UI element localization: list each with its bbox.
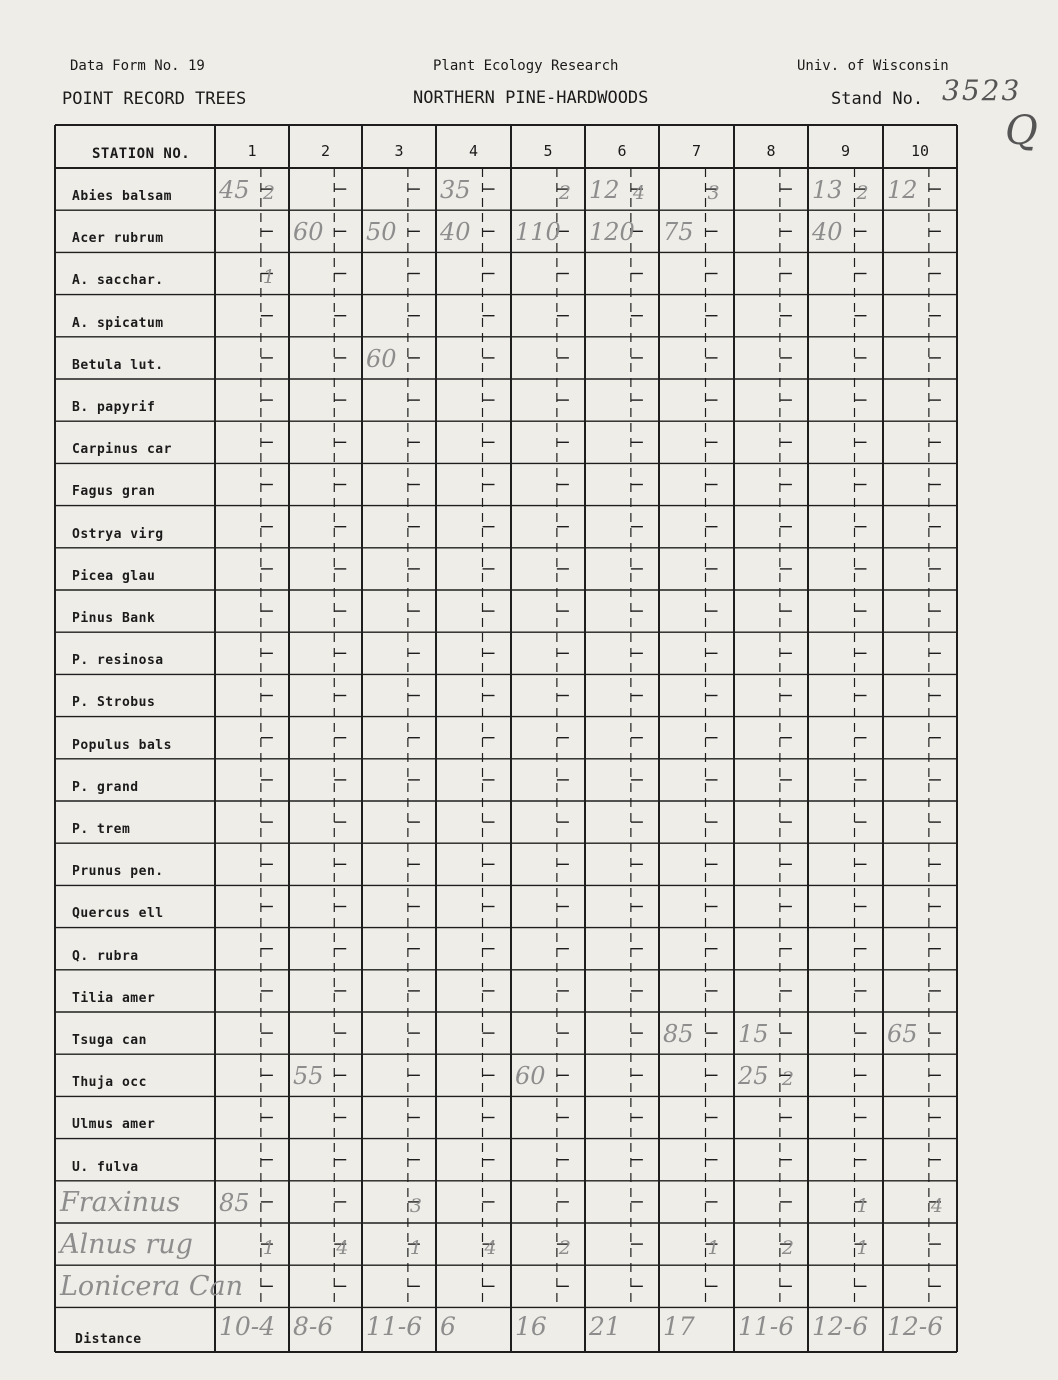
species-label: Tsuga can bbox=[72, 1033, 147, 1048]
handwritten-entry: 120 bbox=[589, 218, 635, 247]
species-label: Picea glau bbox=[72, 568, 156, 584]
handwritten-entry: 13 bbox=[812, 176, 843, 204]
species-label: Prunus pen. bbox=[72, 864, 164, 880]
species-label: Q. rubra bbox=[72, 948, 139, 964]
station-number: 3 bbox=[394, 142, 404, 160]
distance-value: 17 bbox=[663, 1312, 695, 1341]
form-number: Data Form No. 19 bbox=[70, 58, 205, 74]
handwritten-entry: 1 bbox=[262, 1237, 275, 1259]
handwritten-entry: 12 bbox=[887, 176, 918, 204]
handwritten-entry: 2 bbox=[856, 182, 869, 204]
station-number: 10 bbox=[910, 142, 930, 160]
handwritten-entry: 4 bbox=[632, 182, 645, 204]
station-number: 7 bbox=[691, 142, 702, 160]
distance-label: Distance bbox=[75, 1332, 142, 1347]
stand-label: Stand No. bbox=[831, 89, 924, 109]
handwritten-entry: 2 bbox=[262, 182, 275, 204]
species-label: Fagus gran bbox=[72, 484, 156, 500]
station-number: 6 bbox=[617, 142, 627, 160]
species-label: Carpinus car bbox=[72, 442, 172, 458]
handwritten-entry: 4 bbox=[336, 1237, 349, 1259]
handwritten-entry: 2 bbox=[558, 1237, 571, 1259]
handwritten-entry: 2 bbox=[558, 182, 571, 204]
handwritten-entry: 3 bbox=[707, 182, 720, 204]
handwritten-entry: 2 bbox=[781, 1237, 794, 1259]
station-number: 9 bbox=[840, 142, 851, 160]
species-label-handwritten: Fraxinus bbox=[60, 1186, 181, 1218]
handwritten-entry: 1 bbox=[409, 1237, 422, 1259]
handwritten-entry: 60 bbox=[293, 218, 324, 247]
species-label: Acer rubrum bbox=[72, 231, 164, 247]
species-label: P. grand bbox=[72, 779, 139, 795]
department: Plant Ecology Research bbox=[433, 58, 619, 74]
species-label: A. spicatum bbox=[72, 315, 164, 331]
species-label: A. sacchar. bbox=[72, 273, 164, 289]
handwritten-entry: 3 bbox=[409, 1194, 422, 1217]
species-label: Populus bals bbox=[72, 737, 172, 753]
handwritten-entry: 12 bbox=[589, 176, 620, 204]
handwritten-entry: 60 bbox=[515, 1062, 546, 1091]
station-number: 1 bbox=[247, 142, 257, 160]
handwritten-entry: 1 bbox=[707, 1237, 720, 1259]
handwritten-entry: 75 bbox=[663, 218, 694, 247]
handwritten-entry: 35 bbox=[440, 176, 471, 204]
handwritten-entry: 110 bbox=[515, 218, 561, 247]
distance-value: 10-4 bbox=[219, 1312, 276, 1341]
stand-number: 3523 bbox=[942, 74, 1022, 107]
species-label: B. papyrif bbox=[72, 400, 156, 415]
community-title: NORTHERN PINE-HARDWOODS bbox=[413, 88, 649, 108]
handwritten-entry: 1 bbox=[262, 266, 275, 289]
species-label: P. Strobus bbox=[72, 695, 156, 711]
distance-value: 11-6 bbox=[738, 1312, 795, 1341]
handwritten-entry: 1 bbox=[856, 1237, 869, 1259]
station-header: STATION NO. bbox=[92, 146, 191, 162]
species-label: P. resinosa bbox=[72, 653, 164, 669]
handwritten-entry: 85 bbox=[663, 1020, 694, 1048]
distance-value: 12-6 bbox=[887, 1312, 944, 1341]
species-label: Thuja occ bbox=[72, 1075, 147, 1091]
handwritten-entry: 40 bbox=[440, 218, 471, 247]
handwritten-entry: 1 bbox=[856, 1194, 869, 1217]
form-title: POINT RECORD TREES bbox=[62, 89, 247, 109]
species-label: Abies balsam bbox=[72, 189, 172, 204]
handwritten-entry: 85 bbox=[219, 1188, 250, 1217]
species-label: Ulmus amer bbox=[72, 1117, 156, 1133]
species-label: Tilia amer bbox=[72, 990, 156, 1006]
handwritten-entry: 25 bbox=[738, 1062, 769, 1091]
station-number: 5 bbox=[543, 142, 553, 160]
handwritten-entry: 50 bbox=[366, 218, 397, 247]
species-label: P. trem bbox=[72, 822, 131, 837]
stand-mark: Q bbox=[1005, 108, 1038, 154]
handwritten-entry: 2 bbox=[781, 1068, 794, 1091]
handwritten-entry: 45 bbox=[219, 176, 250, 204]
species-label: U. fulva bbox=[72, 1159, 139, 1175]
station-number: 8 bbox=[766, 142, 776, 160]
handwritten-entry: 15 bbox=[738, 1020, 769, 1048]
handwritten-entry: 55 bbox=[293, 1062, 324, 1091]
distance-value: 12-6 bbox=[812, 1312, 869, 1341]
species-label: Quercus ell bbox=[72, 906, 164, 922]
handwritten-entry: 4 bbox=[484, 1237, 497, 1259]
species-label: Ostrya virg bbox=[72, 526, 164, 542]
species-label: Pinus Bank bbox=[72, 611, 156, 626]
distance-value: 16 bbox=[515, 1312, 547, 1341]
distance-value: 11-6 bbox=[366, 1312, 423, 1341]
university: Univ. of Wisconsin bbox=[797, 58, 949, 74]
station-number: 2 bbox=[320, 142, 331, 160]
handwritten-entry: 4 bbox=[930, 1194, 943, 1217]
handwritten-entry: 65 bbox=[887, 1020, 918, 1048]
species-label-handwritten: Alnus rug bbox=[60, 1229, 193, 1260]
distance-value: 6 bbox=[440, 1312, 456, 1341]
handwritten-entry: 40 bbox=[812, 218, 843, 247]
distance-value: 21 bbox=[589, 1312, 621, 1341]
species-label-handwritten: Lonicera Can bbox=[60, 1271, 244, 1303]
handwritten-entry: 60 bbox=[366, 344, 397, 373]
species-label: Betula lut. bbox=[72, 357, 164, 373]
station-number: 4 bbox=[468, 142, 479, 160]
distance-value: 8-6 bbox=[293, 1312, 334, 1341]
